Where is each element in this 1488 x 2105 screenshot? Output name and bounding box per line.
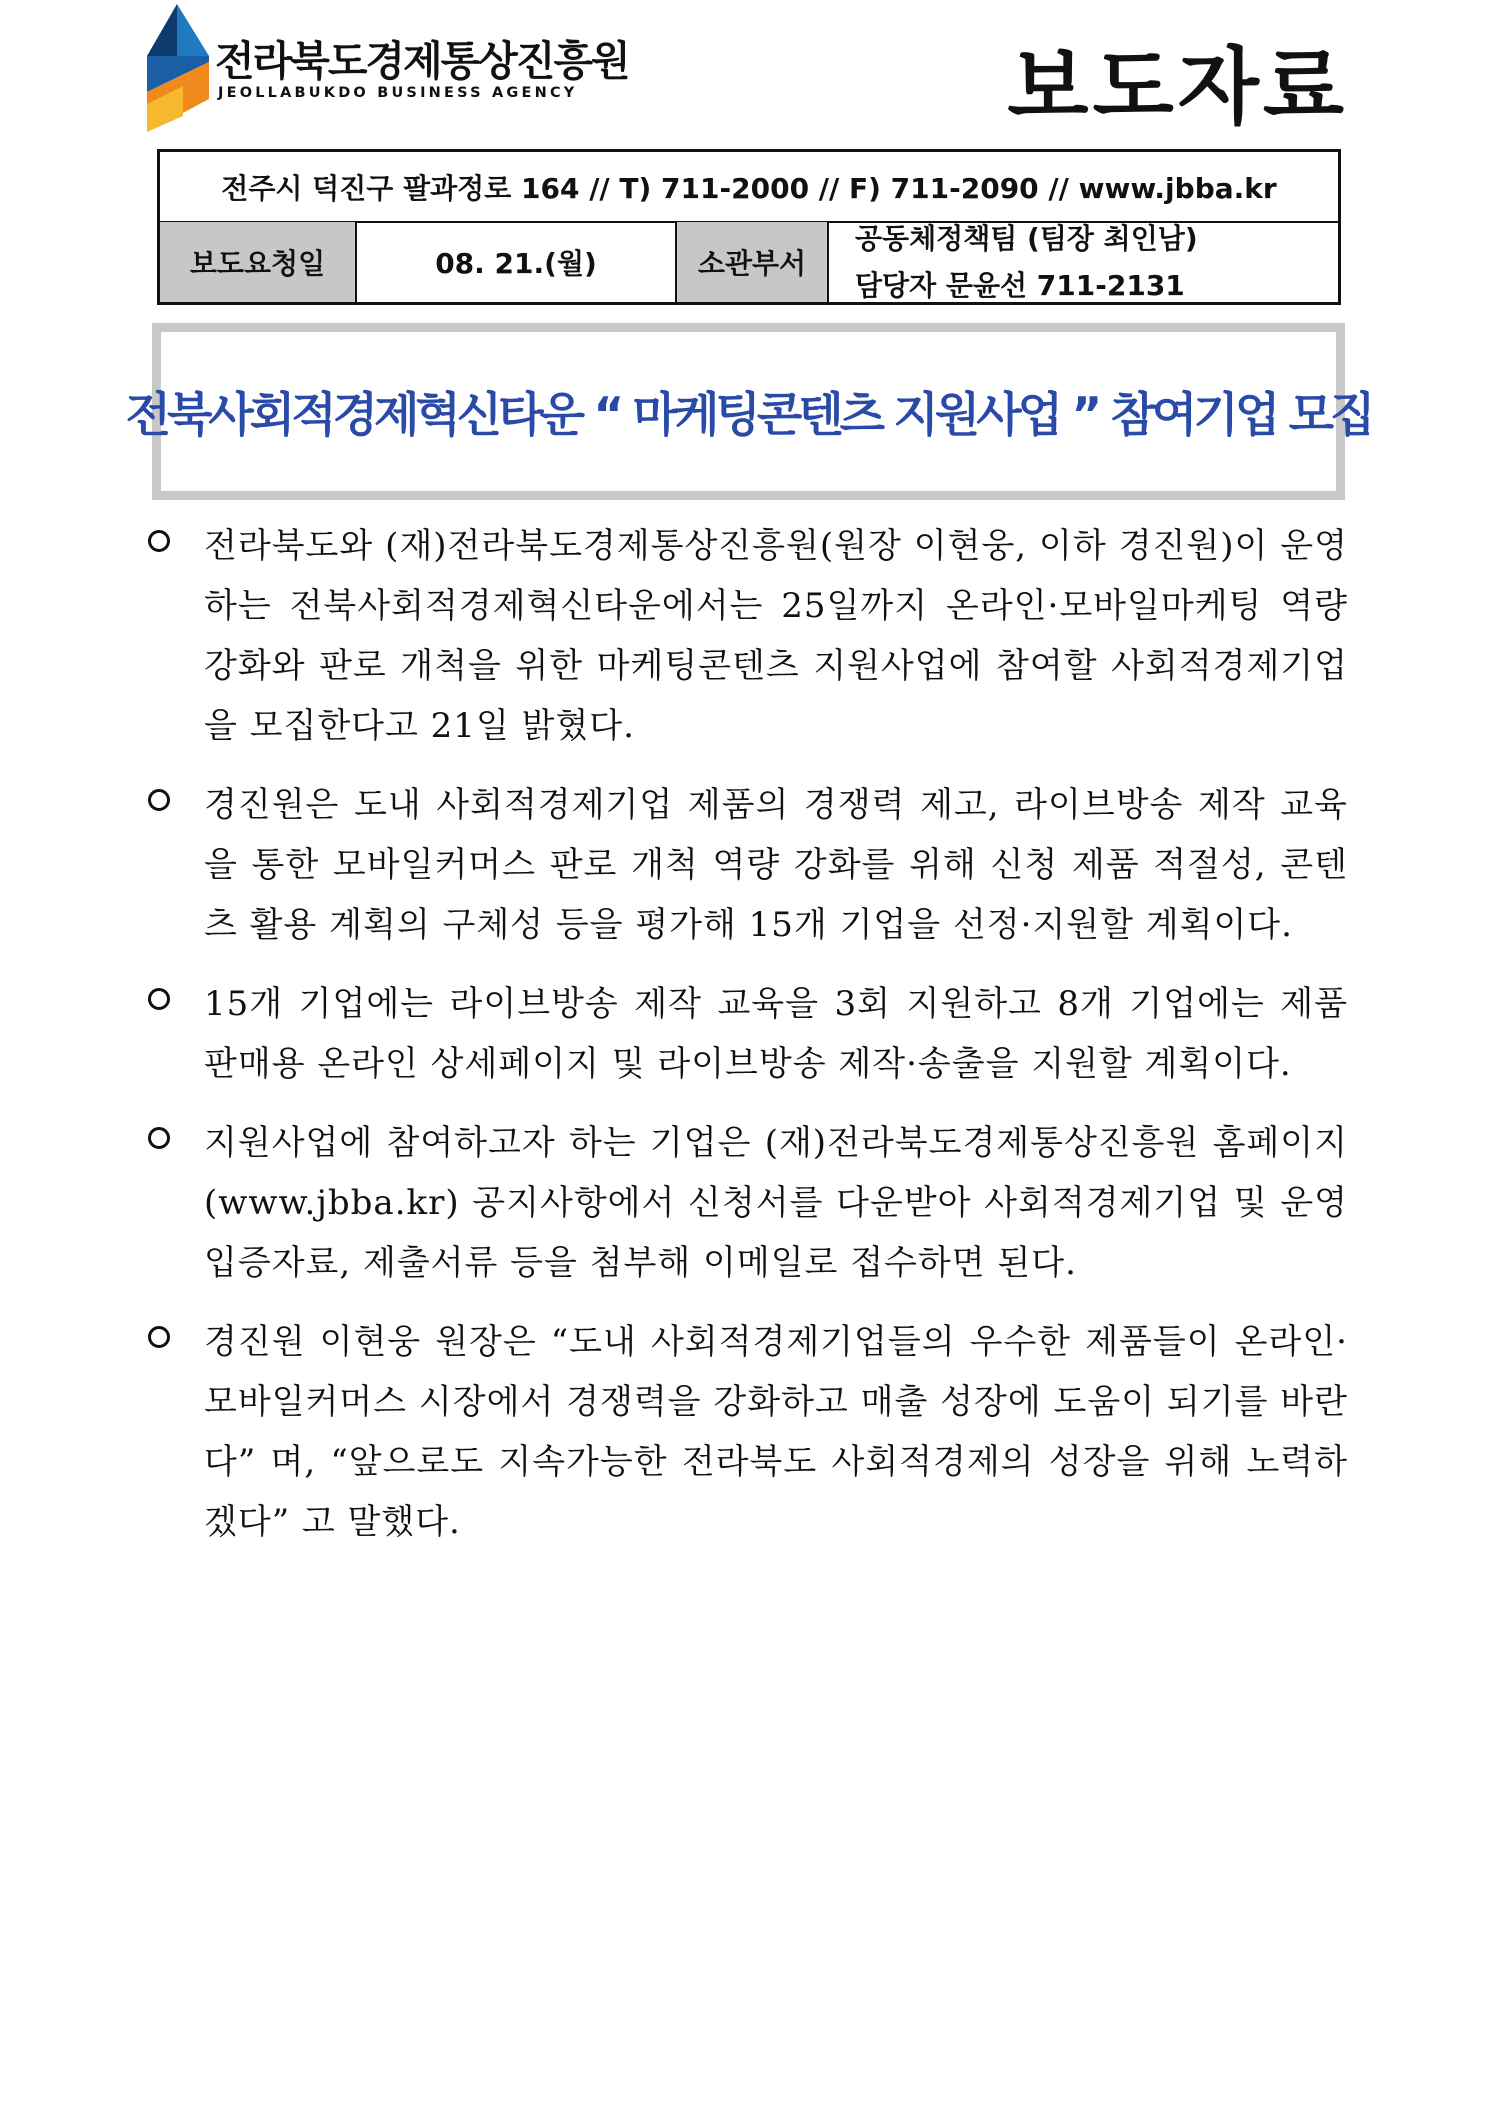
paragraph-text: 경진원 이현웅 원장은 “도내 사회적경제기업들의 우수한 제품들이 온라인·모바일커머스 시장에서 경쟁력을 강화하고 매출 성장에 도움이 되기를 바란다” 며, “앞으로도 지속가능한 전라북도 사회적경제의 성장을 위해 노력하겠다” 고 말했다. [204,1322,1348,1542]
circle-bullet-icon [148,1127,170,1149]
circle-bullet-icon [148,988,170,1010]
paragraph [148,1312,1348,1552]
paragraph-text: 전라북도와 (재)전라북도경제통상진흥원(원장 이현웅, 이하 경진원)이 운영하는 전북사회적경제혁신타운에서는 25일까지 온라인·모바일마케팅 역량 강화와 판로 개척을 위한 마케팅콘텐츠 지원사업에 참여할 사회적경제기업을 모집한다고 21일 밝혔다. [204,526,1348,746]
paragraph-text: 15개 기업에는 라이브방송 제작 교육을 3회 지원하고 8개 기업에는 제품 판매용 온라인 상세페이지 및 라이브방송 제작·송출을 지원할 계획이다. [204,984,1348,1084]
info-table [157,149,1341,305]
organization-logo [143,4,629,134]
org-name-english: JEOLLABUKDO BUSINESS AGENCY [218,85,578,101]
headline-title: 전북사회적경제혁신타운 “ 마케팅콘텐츠 지원사업 ” 참여기업 모집 [125,388,1372,443]
contact-line: 전주시 덕진구 팔과정로 164 // T) 711-2000 // F) 711-2090 // www.jbba.kr [160,152,1338,223]
circle-bullet-icon [148,530,170,552]
jbba-logo-icon [143,4,213,134]
paragraph-text: 경진원은 도내 사회적경제기업 제품의 경쟁력 제고, 라이브방송 제작 교육을 통한 모바일커머스 판로 개척 역량 강화를 위해 신청 제품 적절성, 콘텐츠 활용 계획의 구체성 등을 평가해 15개 기업을 선정·지원할 계획이다. [204,785,1348,945]
paragraph [148,516,1348,756]
paragraph [148,974,1348,1094]
press-release-title: 보도자료 [1007,38,1348,136]
department-team: 공동체정책팀 (팀장 최인남) [855,222,1198,255]
article-body [148,516,1348,1571]
request-date-label: 보도요청일 [160,222,357,302]
paragraph-text: 지원사업에 참여하고자 하는 기업은 (재)전라북도경제통상진흥원 홈페이지(www.jbba.kr) 공지사항에서 신청서를 다운받아 사회적경제기업 및 운영 입증자료, 제출서류 등을 첨부해 이메일로 접수하면 된다. [204,1123,1348,1283]
paragraph [148,1113,1348,1293]
info-table-row [160,222,1338,302]
department-label: 소관부서 [677,222,829,302]
circle-bullet-icon [148,1326,170,1348]
department-value [829,222,1338,302]
department-contact: 담당자 문윤선 711-2131 [855,269,1185,302]
circle-bullet-icon [148,789,170,811]
org-name-korean: 전라북도경제통상진흥원 [215,37,629,85]
paragraph [148,775,1348,955]
headline-box [125,323,1372,500]
request-date-value: 08. 21.(월) [357,222,677,302]
